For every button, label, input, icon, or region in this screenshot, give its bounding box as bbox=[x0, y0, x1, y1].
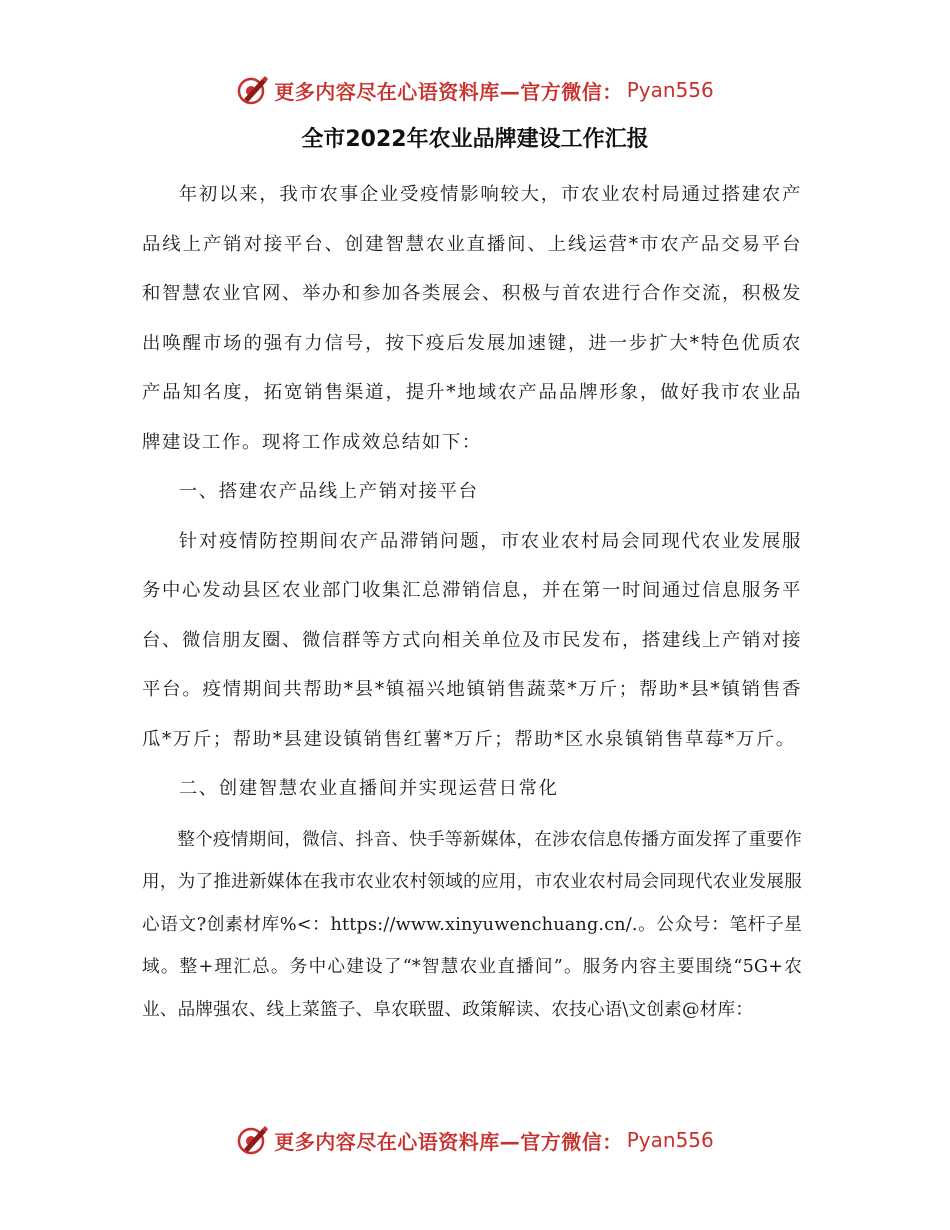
paragraph-section-2: 整个疫情期间，微信、抖音、快手等新媒体，在涉农信息传播方面发挥了重要作用，为了推进新媒体在我市农业农村领域的应用，市农业农村局会同现代农业发展服心语文?创素材库%<：https://www.xinyuwenchuang.cn/.。公众号：笔杆子星域。整+理汇总。务中心建设了“*智慧农业直播间”。服务内容主要围绕“5G+农业、品牌强农、线上菜篮子、阜农联盟、政策解读、农技心语\文创素@材库： bbox=[142, 829, 802, 1020]
watermark-text: 更多内容尽在心语资料库—官方微信： bbox=[274, 79, 623, 104]
pen-logo-icon bbox=[236, 1123, 270, 1157]
watermark-banner-bottom bbox=[0, 1120, 950, 1160]
section-heading-2: 二、创建智慧农业直播间并实现运营日常化 bbox=[178, 778, 559, 799]
watermark-handle: Pyan556 bbox=[626, 78, 714, 102]
watermark-handle: Pyan556 bbox=[626, 1128, 714, 1152]
section-heading-1: 一、搭建农产品线上产销对接平台 bbox=[178, 481, 479, 502]
document-title: 全市2022年农业品牌建设工作汇报 bbox=[301, 127, 649, 152]
paragraph-intro: 年初以来，我市农事企业受疫情影响较大，市农业农村局通过搭建农产品线上产销对接平台、创建智慧农业直播间、上线运营*市农产品交易平台和智慧农业官网、举办和参加各类展会、积极与首农进行合作交流，积极发出唤醒市场的强有力信号，按下疫后发展加速键，进一步扩大*特色优质农产品知名度，拓宽销售渠道，提升*地域农产品品牌形象，做好我市农业品牌建设工作。现将工作成效总结如下： bbox=[142, 184, 802, 453]
paragraph-section-1: 针对疫情防控期间农产品滞销问题，市农业农村局会同现代农业发展服务中心发动县区农业部门收集汇总滞销信息，并在第一时间通过信息服务平台、微信朋友圈、微信群等方式向相关单位及市民发布，搭建线上产销对接平台。疫情期间共帮助*县*镇福兴地镇销售蔬菜*万斤；帮助*县*镇销售香瓜*万斤；帮助*县建设镇销售红薯*万斤；帮助*区水泉镇销售草莓*万斤。 bbox=[142, 530, 802, 750]
document-body bbox=[142, 170, 802, 1031]
watermark-text: 更多内容尽在心语资料库—官方微信： bbox=[274, 1129, 623, 1154]
pen-logo-icon bbox=[236, 73, 270, 107]
watermark-banner-top bbox=[0, 70, 950, 110]
